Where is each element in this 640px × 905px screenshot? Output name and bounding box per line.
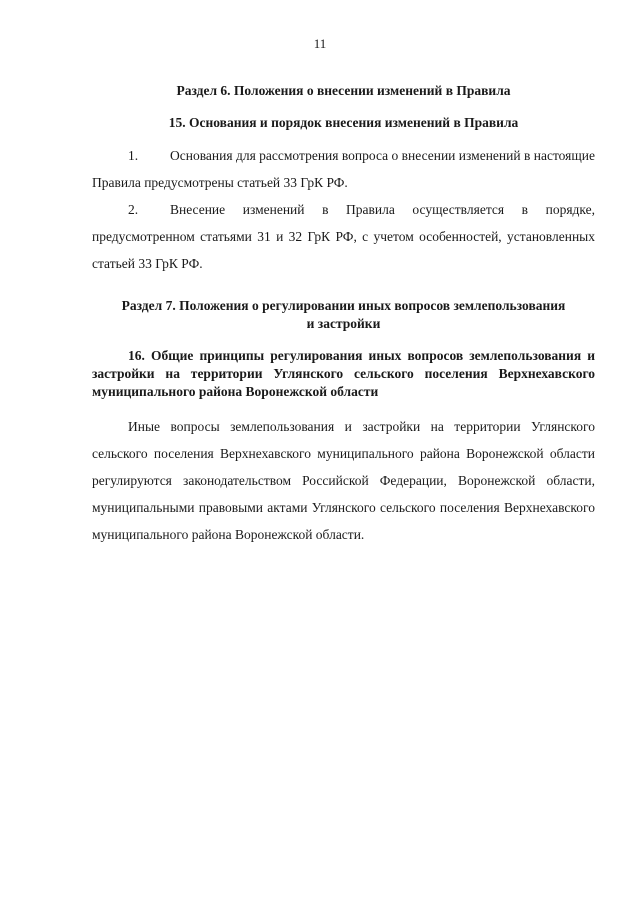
article-15-item-2 bbox=[92, 196, 595, 277]
section-7-title-line-1: Раздел 7. Положения о регулировании иных вопросов землепользования bbox=[121, 298, 566, 313]
item-number: 1. bbox=[128, 148, 139, 163]
article-16-title: 16. Общие принципы регулирования иных вопросов землепользования и застройки на территории Углянского сельского поселения Верхнехавского муниципального района Воронежской области bbox=[92, 348, 595, 399]
section-7-heading bbox=[92, 297, 595, 333]
article-15-title: 15. Основания и порядок внесения изменений в Правила bbox=[168, 115, 519, 130]
item-text: Основания для рассмотрения вопроса о внесении изменений в настоящие Правила предусмотрены статьей 33 ГрК РФ. bbox=[92, 148, 595, 190]
page-number: 11 bbox=[313, 36, 327, 51]
item-number: 2. bbox=[128, 202, 139, 217]
item-text: Внесение изменений в Правила осуществляется в порядке, предусмотренном статьями 31 и 32 ГрК РФ, с учетом особенностей, установленных статьей 33 ГрК РФ. bbox=[92, 202, 595, 271]
article-16-text: Иные вопросы землепользования и застройки на территории Углянского сельского поселения Верхнехавского муниципального района Воронежской области регулируются законодательством Российской Федерации, Воронежской области, муниципальными правовыми актами Углянского сельского поселения Верхнехавского муниципального района Воронежской области. bbox=[92, 419, 595, 542]
page-content bbox=[92, 82, 595, 548]
section-7-title-line-2: и застройки bbox=[306, 316, 381, 331]
section-6-title: Раздел 6. Положения о внесении изменений в Правила bbox=[176, 83, 511, 98]
article-15-item-1 bbox=[92, 142, 595, 196]
